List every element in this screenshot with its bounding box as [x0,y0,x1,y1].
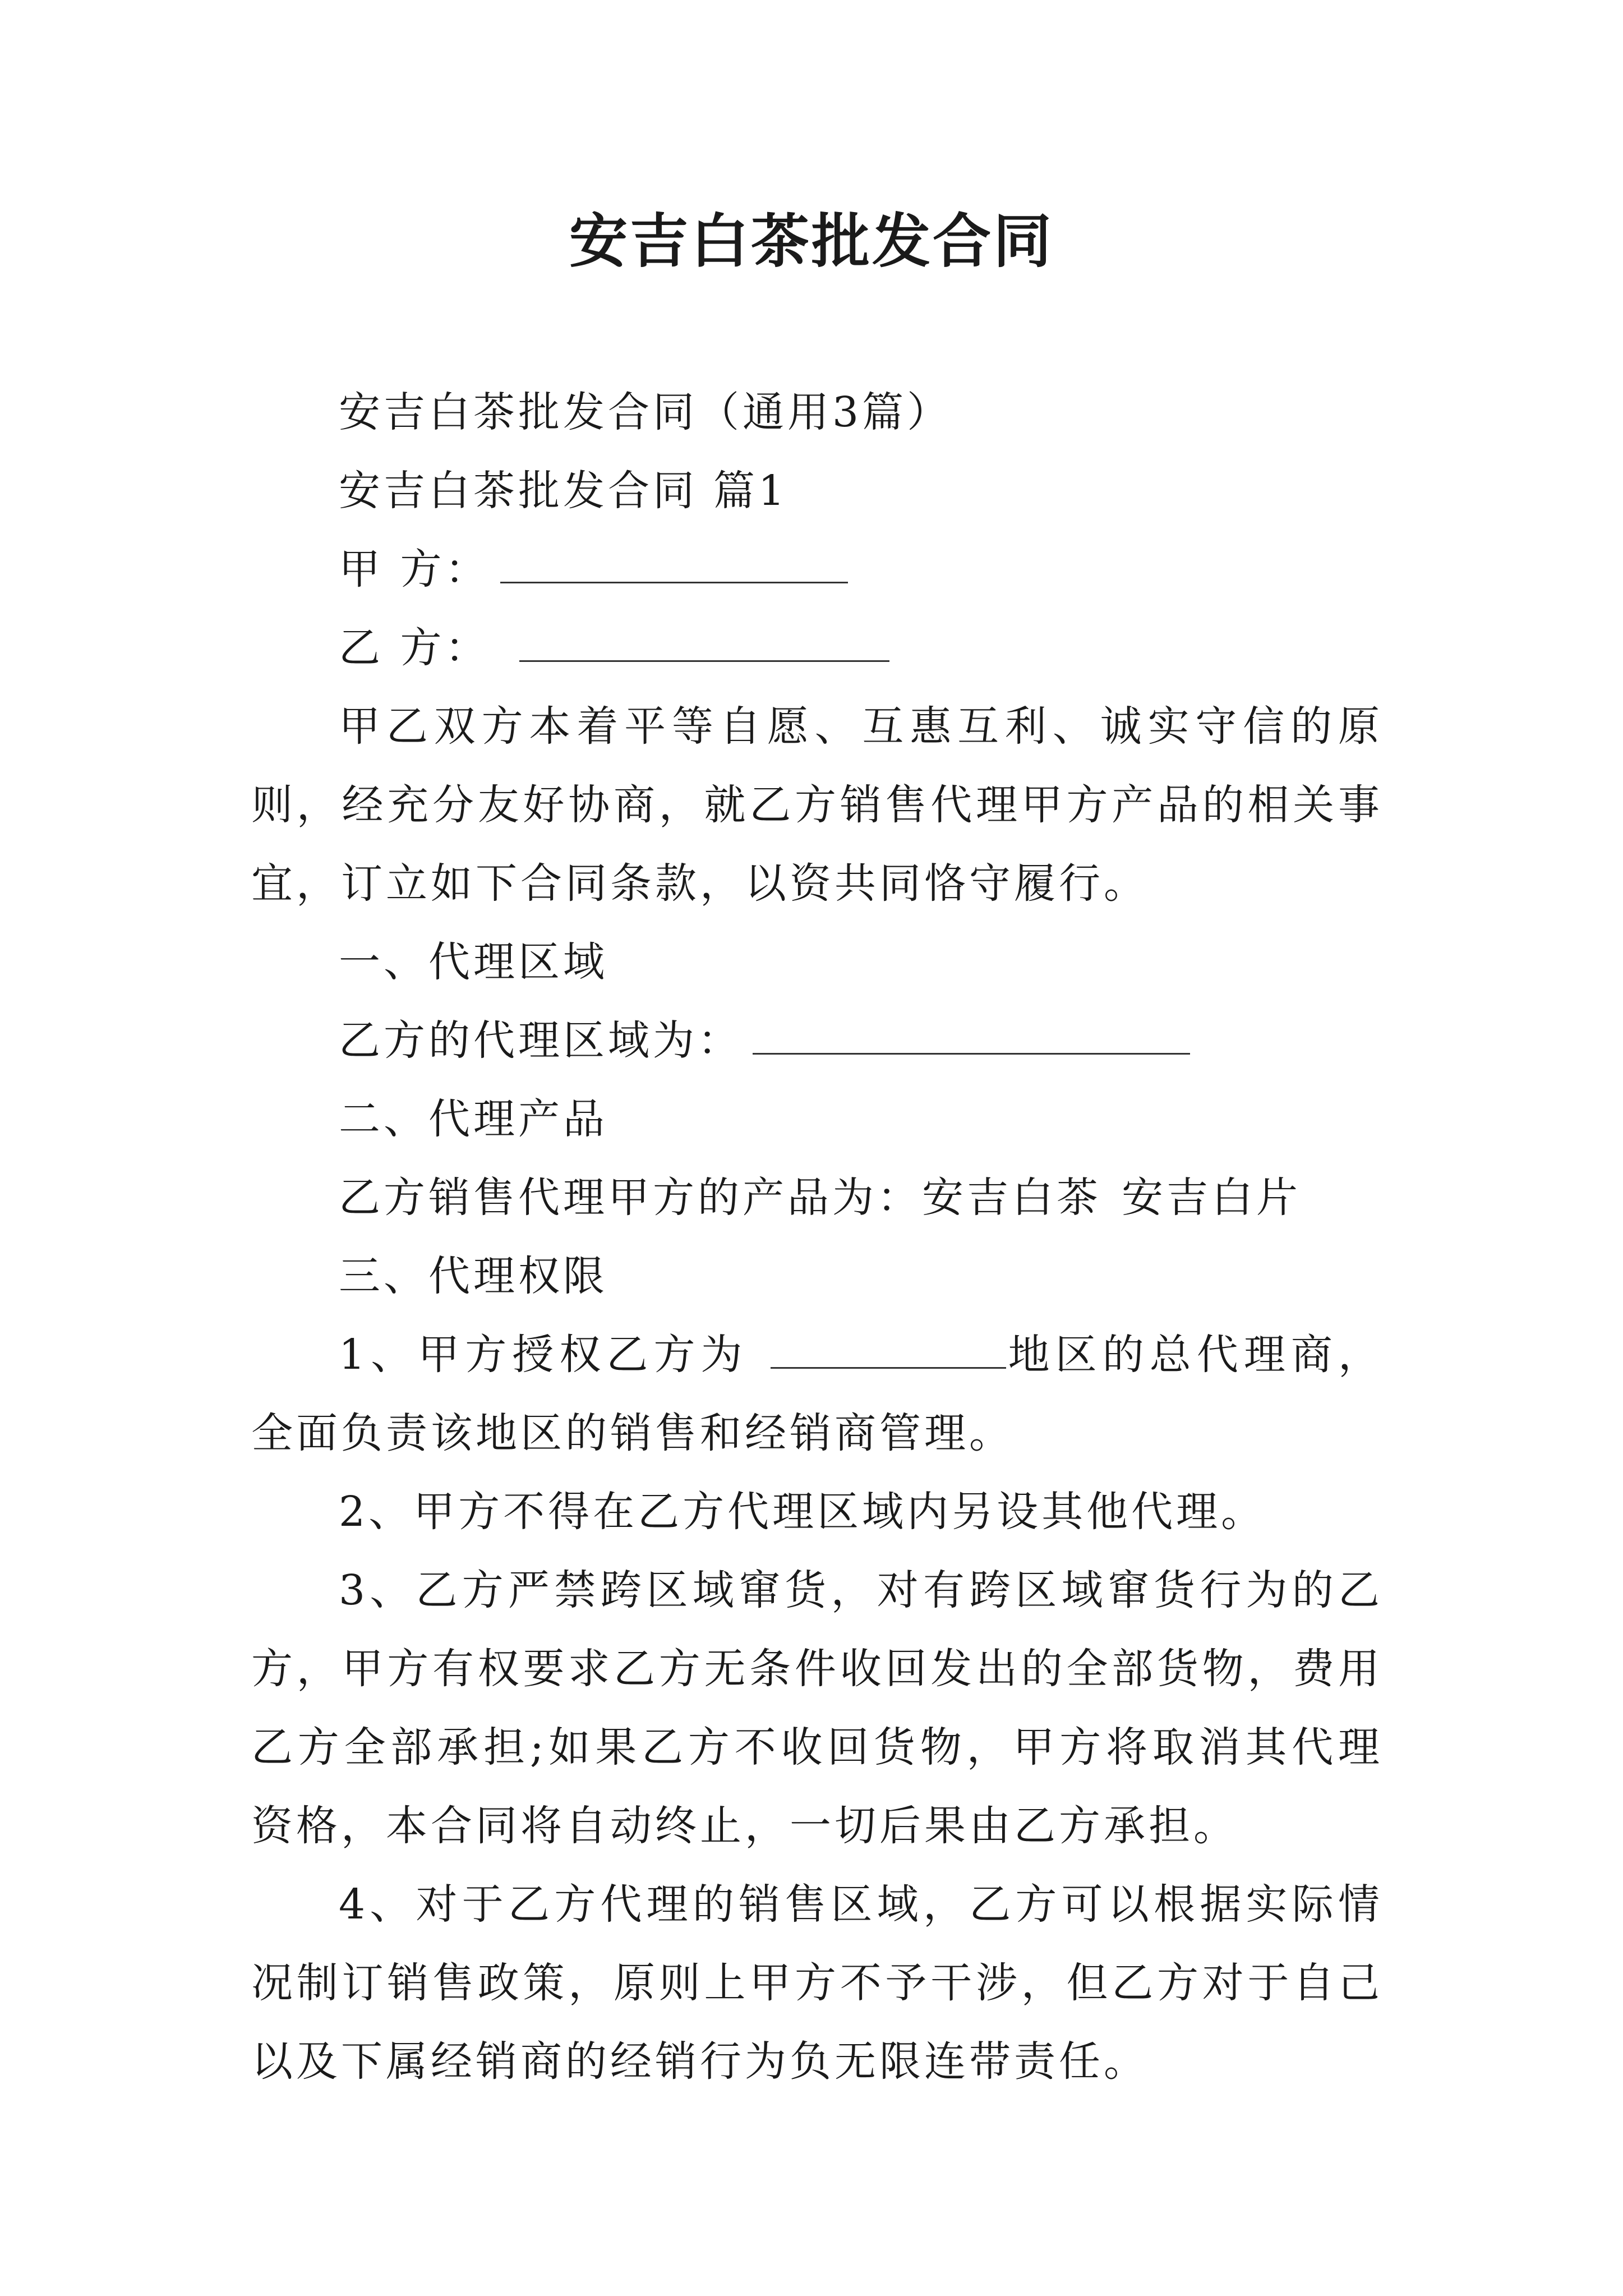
party-a-line [251,530,1383,609]
section2-text-prefix: 乙方销售代理甲方的产品为：安吉白茶 [339,1174,1101,1222]
section1-line [251,1001,1383,1080]
section3-heading: 三、代理权限 [339,1252,608,1300]
section2-heading: 二、代理产品 [339,1095,608,1143]
clause2-paragraph: 2、甲方不得在乙方代理区域内另设其他代理。 [339,1488,1266,1536]
part-heading [251,452,1383,530]
section2-line [251,1158,1383,1237]
region-blank [753,1014,1190,1055]
document-subtitle [251,373,1383,452]
section2-text-suffix: 安吉白片 [1122,1174,1301,1222]
subtitle-text: 安吉白茶批发合同（通用3篇） [339,388,952,436]
party-a-blank [500,542,848,583]
party-a-label: 甲 方： [339,545,490,593]
intro-paragraph: 甲乙双方本着平等自愿、互惠互利、诚实守信的原则，经充分友好协商，就乙方销售代理甲方产品的相关事宜，订立如下合同条款，以资共同恪守履行。 [251,702,1383,908]
party-b-label: 乙 方： [339,624,490,672]
section1-text: 乙方的代理区域为： [339,1016,743,1065]
section1-heading: 一、代理区域 [339,938,608,986]
clause1-prefix: 1、甲方授权乙方为 [339,1331,748,1379]
part-heading-label: 安吉白茶批发合同 [339,467,698,515]
clause1-blank [771,1328,1006,1369]
document-title: 安吉白茶批发合同 [569,206,1054,275]
part-heading-number: 篇1 [713,467,789,515]
party-b-blank [519,621,889,662]
clause4-paragraph: 4、对于乙方代理的销售区域，乙方可以根据实际情况制订销售政策，原则上甲方不予干涉，但乙方对于自己以及下属经销商的经销行为负无限连带责任。 [251,1880,1383,2086]
document-body [251,373,1383,2101]
clause1-paragraph [251,1315,1383,1473]
party-b-line [251,609,1383,687]
clause1-suffix: 地区的总代理商，全面负责该地区的销售和经销商管理。 [251,1331,1383,1457]
clause3-paragraph: 3、乙方严禁跨区域窜货，对有跨区域窜货行为的乙方，甲方有权要求乙方无条件收回发出的全部货物，费用乙方全部承担;如果乙方不收回货物，甲方将取消其代理资格，本合同将自动终止，一切后果由乙方承担。 [251,1566,1383,1850]
